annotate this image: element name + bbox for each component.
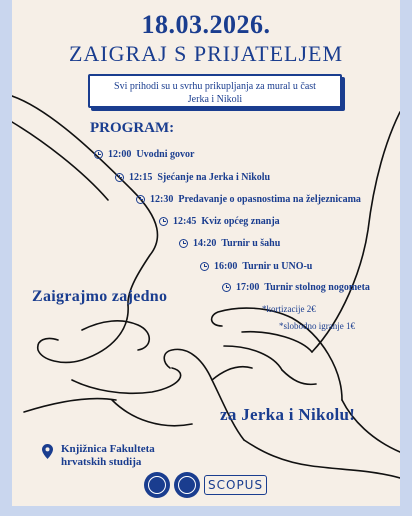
program-text: Predavanje o opasnostima na željeznicama [178,194,361,205]
faculty-seal-logo [174,472,200,498]
location-text [61,443,155,469]
university-seal-logo [144,472,170,498]
note-line-2: Jerka i Nikoli [187,94,243,105]
partner-logos [144,472,267,498]
program-time: 17:00 [236,282,260,293]
program-time: 16:00 [214,261,238,272]
clock-icon [159,217,168,226]
event-date: 18.03.2026. [141,10,271,39]
program-item [200,261,312,272]
program-text: Turnir stolnog nogometa [264,282,370,293]
location-line-2: hrvatskih studija [61,456,142,468]
location [42,443,155,469]
slogan-line-2: za Jerka i Nikolu! [220,405,356,424]
program-item [94,149,194,160]
program-heading: PROGRAM: [90,120,175,136]
location-line-1: Knjižnica Fakulteta [61,443,155,455]
program-text: Turnir u UNO-u [242,261,313,272]
clock-icon [115,173,124,182]
program-item [179,238,280,249]
note-line-1: Svi prihodi su u svrhu prikupljanja za mural u čast [114,81,316,92]
fee-note: *kortizacije 2€ [262,304,316,314]
fee-note: *slobodno igranje 1€ [279,321,355,331]
program-time: 14:20 [193,238,217,249]
scopus-logo: SCOPUS [204,475,267,495]
program-text: Sjećanje na Jerka i Nikolu [157,172,271,183]
map-pin-icon [42,444,53,459]
clock-icon [94,150,103,159]
program-item [159,216,280,227]
clock-icon [222,283,231,292]
fundraising-note [88,74,342,108]
program-time: 12:15 [129,172,153,183]
program-item [222,282,370,293]
program-text: Turnir u šahu [221,238,281,249]
program-text: Uvodni govor [136,149,195,160]
poster [12,0,400,506]
clock-icon [200,262,209,271]
slogan-line-1: Zaigrajmo zajedno [32,288,168,305]
event-title: ZAIGRAJ S PRIJATELJEM [68,41,344,66]
program-text: Kviz općeg znanja [201,216,280,227]
program-time: 12:45 [173,216,197,227]
program-item [136,194,361,205]
program-time: 12:30 [150,194,174,205]
clock-icon [179,239,188,248]
clock-icon [136,195,145,204]
program-item [115,172,270,183]
program-time: 12:00 [108,149,132,160]
